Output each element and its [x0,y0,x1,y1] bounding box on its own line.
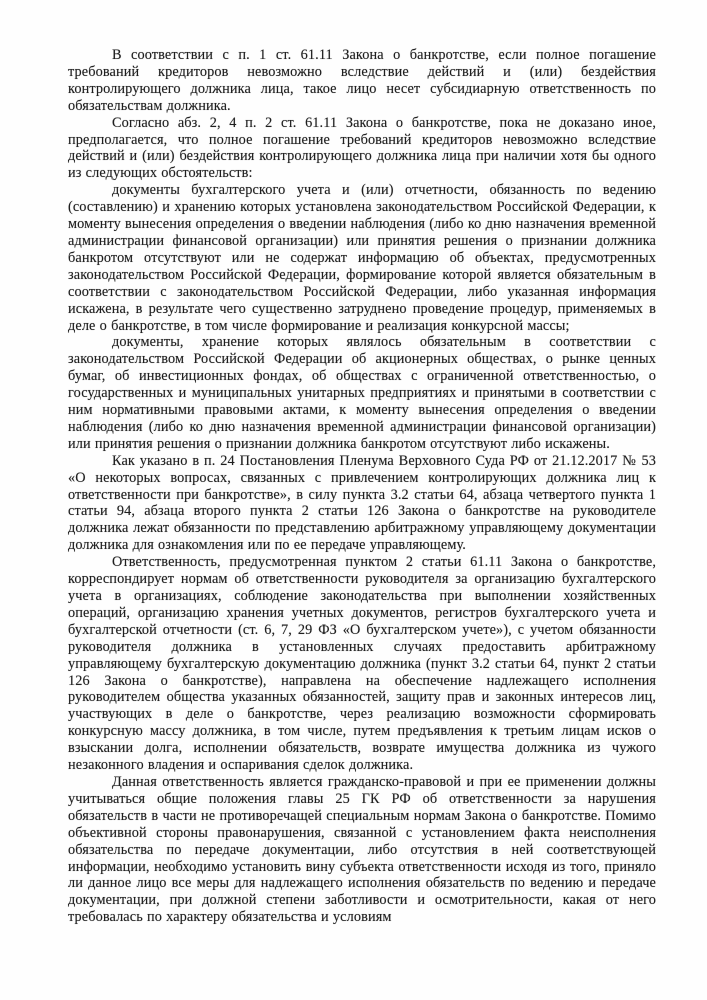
paragraph-2: Согласно абз. 2, 4 п. 2 ст. 61.11 Закона о банкротстве, пока не доказано иное, предполагается, что полное погашение требований кредиторов невозможно вследствие действий и (или) бездействия контролирующего должника лица при наличии хотя бы одного из следующих обстоятельств: [68,114,656,182]
paragraph-3: документы бухгалтерского учета и (или) отчетности, обязанность по ведению (составлению) и хранению которых установлена законодательством Российской Федерации, к моменту вынесения определения о введении наблюдения (либо ко дню назначения временной администрации финансовой организации) или принятия решения о признании должника банкротом отсутствуют или не содержат информацию об объектах, предусмотренных законодательством Российской Федерации, формирование которой является обязательным в соответствии с законодательством Российской Федерации, либо указанная информация искажена, в результате чего существенно затруднено проведение процедур, применяемых в деле о банкротстве, в том числе формирование и реализация конкурсной массы; [68,182,656,334]
paragraph-5: Как указано в п. 24 Постановления Пленума Верховного Суда РФ от 21.12.2017 № 53 «О некоторых вопросах, связанных с привлечением контролирующих должника лиц к ответственности при банкротстве», в силу пункта 3.2 статьи 64, абзаца четвертого пункта 1 статьи 94, абзаца второго пункта 2 статьи 126 Закона о банкротстве на руководителе должника лежат обязанности по представлению арбитражному управляющему документации должника для ознакомления или по ее передаче управляющему. [68,452,656,554]
paragraph-7: Данная ответственность является гражданско-правовой и при ее применении должны учитываться общие положения главы 25 ГК РФ об ответственности за нарушения обязательств в части не противоречащей специальным нормам Закона о банкротстве. Помимо объективной стороны правонарушения, связанной с установлением факта неисполнения обязательства по передаче документации, либо отсутствия в ней соответствующей информации, необходимо установить вину субъекта ответственности исходя из того, приняло ли данное лицо все меры для надлежащего исполнения обязательств по ведению и передаче документации, при должной степени заботливости и осмотрительности, какая от него требовалась по характеру обязательства и условиям [68,773,656,926]
paragraph-6: Ответственность, предусмотренная пунктом 2 статьи 61.11 Закона о банкротстве, корреспондирует нормам об ответственности руководителя за организацию бухгалтерского учета в организациях, соблюдение законодательства при выполнении хозяйственных операций, организацию хранения учетных документов, регистров бухгалтерского учета и бухгалтерской отчетности (ст. 6, 7, 29 ФЗ «О бухгалтерском учете»), с учетом обязанности руководителя должника в установленных случаях предоставить арбитражному управляющему бухгалтерскую документацию должника (пункт 3.2 статьи 64, пункт 2 статьи 126 Закона о банкротстве), направлена на обеспечение надлежащего исполнения руководителем общества указанных обязанностей, защиту прав и законных интересов лиц, участвующих в деле о банкротстве, через реализацию возможности сформировать конкурсную массу должника, в том числе, путем предъявления к третьим лицам исков о взыскании долга, исполнении обязательств, возврате имущества должника из чужого незаконного владения и оспаривания сделок должника. [68,554,656,774]
document-text-block [68,47,656,926]
paragraph-4: документы, хранение которых являлось обязательным в соответствии с законодательством Российской Федерации об акционерных обществах, о рынке ценных бумаг, об инвестиционных фондах, об обществах с ограниченной ответственностью, о государственных и муниципальных унитарных предприятиях и принятыми в соответствии с ним нормативными правовыми актами, к моменту вынесения определения о введении наблюдения (либо ко дню назначения временной администрации финансовой организации) или принятия решения о признании должника банкротом отсутствуют либо искажены. [68,334,656,452]
paragraph-1: В соответствии с п. 1 ст. 61.11 Закона о банкротстве, если полное погашение требований кредиторов невозможно вследствие действий и (или) бездействия контролирующего должника лица, такое лицо несет субсидиарную ответственность по обязательствам должника. [68,47,656,114]
